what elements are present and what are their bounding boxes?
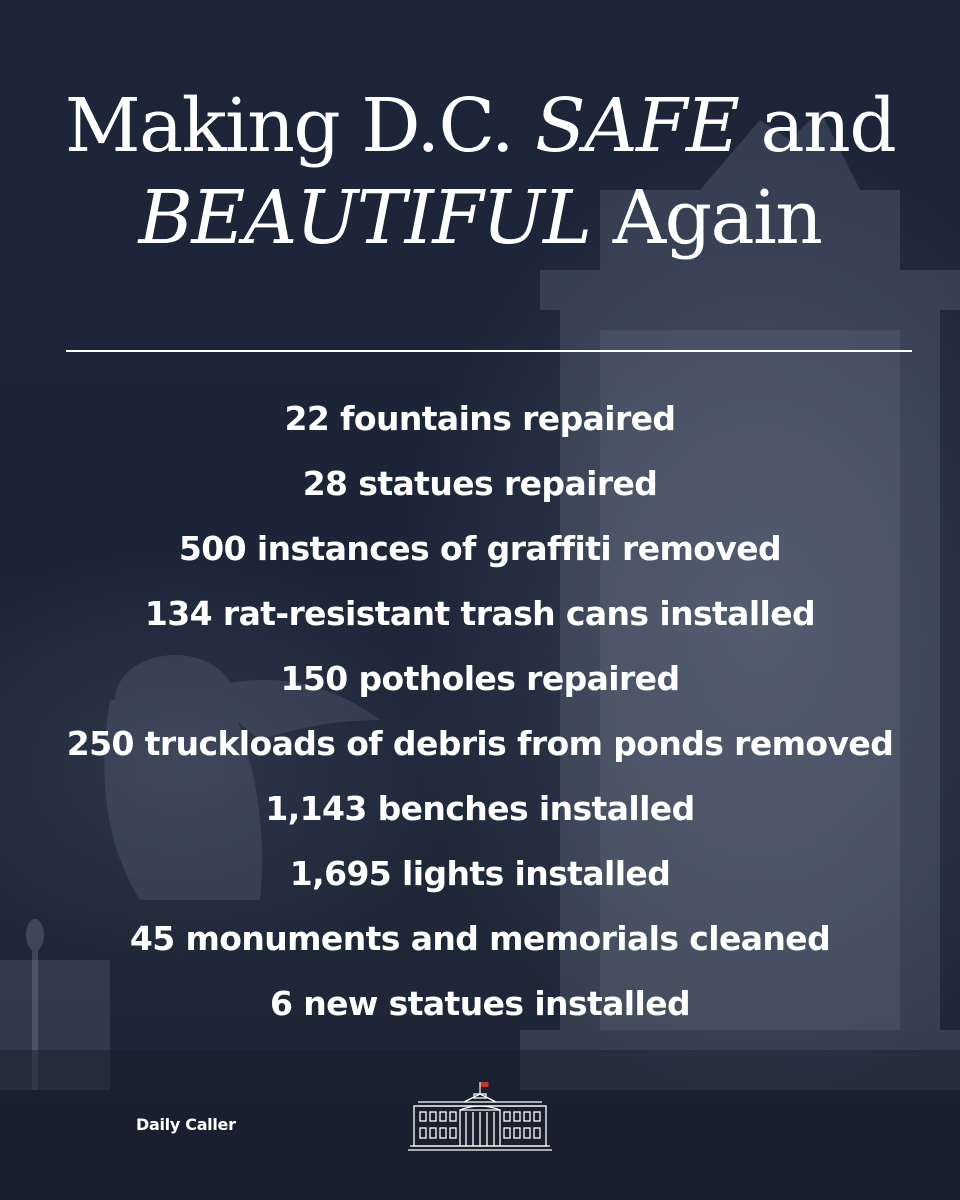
stats-list — [0, 390, 960, 1040]
stat-item: 250 truckloads of debris from ponds removed — [66, 724, 894, 763]
stat-item: 500 instances of graffiti removed — [178, 529, 782, 568]
photo-credit: Daily Caller — [136, 1115, 236, 1134]
headline-line-2-tail: Again — [590, 175, 822, 261]
headline-line-1 — [0, 80, 960, 172]
headline-emphasis-safe: SAFE — [535, 83, 739, 169]
headline-emphasis-beautiful: BEAUTIFUL — [138, 175, 591, 261]
stat-item: 134 rat-resistant trash cans installed — [144, 594, 816, 633]
headline-line-1-text: Making D.C. — [64, 83, 536, 169]
white-house-icon — [408, 1080, 552, 1154]
title-divider — [66, 350, 912, 352]
headline — [0, 80, 960, 264]
headline-line-1-tail: and — [738, 83, 896, 169]
stat-item: 45 monuments and memorials cleaned — [129, 919, 831, 958]
stat-item: 1,143 benches installed — [265, 789, 695, 828]
stat-item: 6 new statues installed — [269, 984, 691, 1023]
stat-item: 1,695 lights installed — [289, 854, 671, 893]
stat-item: 28 statues repaired — [302, 464, 658, 503]
stat-item: 150 potholes repaired — [280, 659, 680, 698]
stat-item: 22 fountains repaired — [284, 399, 676, 438]
headline-line-2 — [0, 172, 960, 264]
